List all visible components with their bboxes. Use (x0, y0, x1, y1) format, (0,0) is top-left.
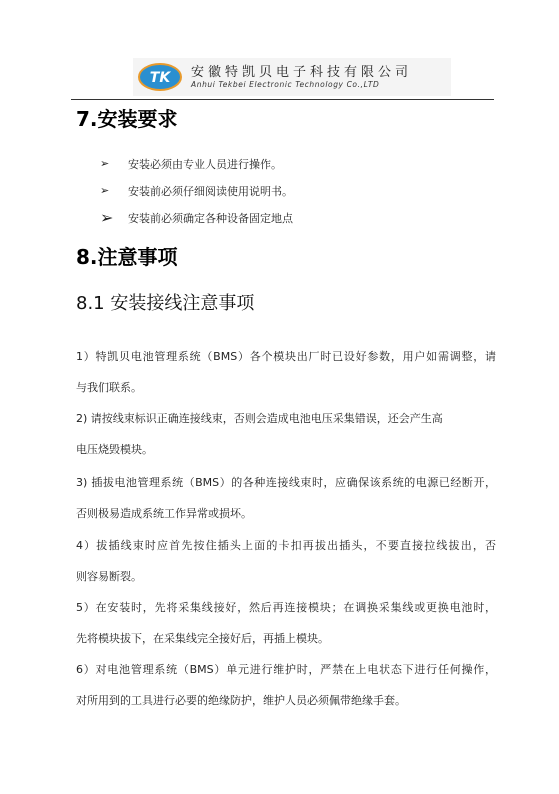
company-logo (137, 62, 183, 92)
paragraph-line: 先将模块拔下，在采集线完全接好后，再插上模块。 (76, 632, 329, 645)
paragraph-line: 2) 请按线束标识正确连接线束，否则会造成电池电压采集错误，还会产生高 (76, 412, 443, 425)
section-8-title: 8.注意事项 (76, 245, 178, 269)
list-item-text: 安装前必须仔细阅读使用说明书。 (128, 184, 293, 198)
list-item (100, 204, 293, 231)
paragraph-line: 5）在安装时，先将采集线接好，然后再连接模块；在调换采集线或更换电池时， (76, 601, 496, 614)
logo-text: TK (149, 70, 171, 86)
list-item-text: 安装前必须确定各种设备固定地点 (128, 211, 293, 225)
paragraph-line: 对所用到的工具进行必要的绝缘防护，维护人员必须佩带绝缘手套。 (76, 694, 406, 707)
paragraph-line: 则容易断裂。 (76, 570, 142, 583)
paragraph-line: 电压烧毁模块。 (76, 443, 153, 456)
arrow-bullet-icon: ➢ (100, 157, 110, 170)
company-name-block (191, 65, 412, 90)
paragraph-line: 否则极易造成系统工作异常或损坏。 (76, 507, 252, 520)
arrow-bullet-icon: ➢ (100, 208, 114, 227)
list-item (100, 150, 293, 177)
paragraph-line: 与我们联系。 (76, 381, 142, 394)
paragraph-line: 1）特凯贝电池管理系统（BMS）各个模块出厂时已设好参数，用户如需调整，请 (76, 350, 496, 363)
section-7-title: 7.安装要求 (76, 107, 178, 131)
section-8-1-title: 8.1 安装接线注意事项 (76, 293, 255, 314)
list-item-text: 安装必须由专业人员进行操作。 (128, 157, 282, 171)
install-requirements-list (100, 150, 293, 231)
arrow-bullet-icon: ➢ (100, 184, 110, 197)
paragraph-line: 4）拔插线束时应首先按住插头上面的卡扣再拔出插头，不要直接拉线拔出，否 (76, 539, 496, 552)
company-header (133, 58, 451, 96)
company-name-en: Anhui Tekbei Electronic Technology Co.,LTD (191, 79, 380, 89)
company-name-cn: 安徽特凯贝电子科技有限公司 (191, 64, 413, 80)
header-divider (71, 99, 494, 100)
list-item (100, 177, 293, 204)
paragraph-line: 3) 插拔电池管理系统（BMS）的各种连接线束时，应确保该系统的电源已经断开， (76, 476, 496, 489)
paragraph-line: 6）对电池管理系统（BMS）单元进行维护时，严禁在上电状态下进行任何操作， (76, 663, 496, 676)
tk-logo-icon (137, 62, 183, 92)
